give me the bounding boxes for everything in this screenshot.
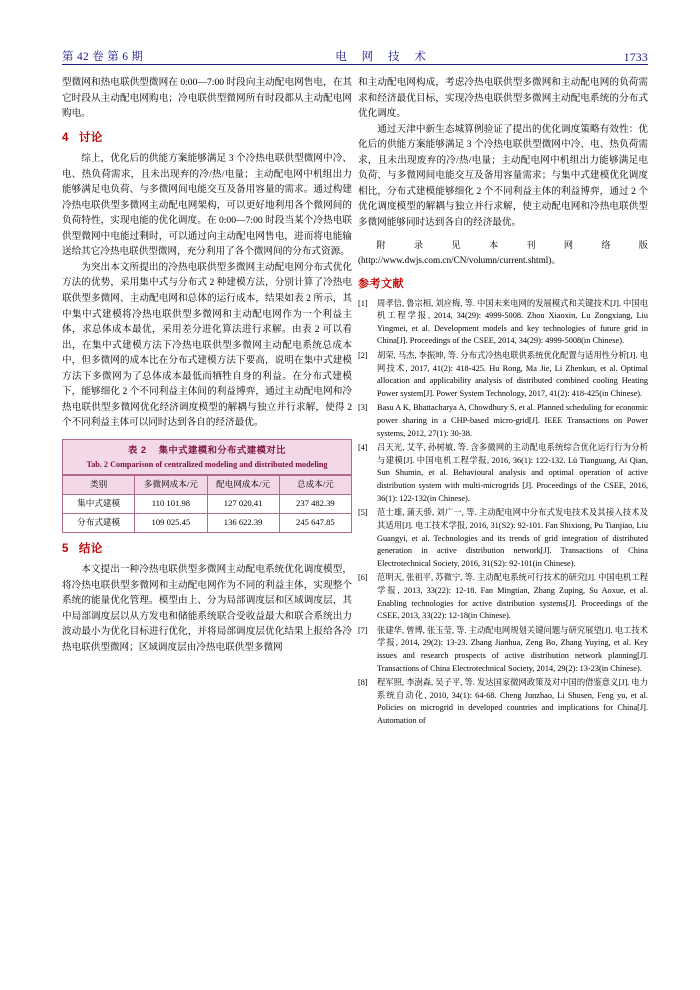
table-cell-r0c3: 237 482.39 <box>279 494 351 513</box>
paragraph-conclusion-continued: 和主动配电网构成，考虑冷热电联供型多微网和主动配电网的负荷需求和经济最优目标，实现冷热电联供型多微网主动配电系统的分布式优化调度。 <box>358 77 648 120</box>
appendix-web-note[interactable]: 附录见本刊网络版(http://www.dwjs.com.cn/CN/volumn/current.shtml)。 <box>358 240 648 266</box>
paragraph-conclusion-2: 通过天津中新生态城算例验证了提出的优化调度策略有效性：优化后的供能方案能够满足 3 个冷热电联供型微网中冷、电、热负荷需求，且未出现废弃的冷/热/电量；主动配电网中机组出力能够满足电负荷、与多微网间电能交互及备用容量需求；与集中式建模优化调度相比，分布式建模能够细化 2 个不同利益主体的利益博弈，通过 2 个优化调度模型的解耦与独立并行求解，使主动配电网和冷热电联供型多微网能够同时达到各自的经济最优。 <box>358 123 648 228</box>
table-2-title-cn: 集中式建模和分布式建模对比 <box>158 444 286 455</box>
table-cell-r1c3: 245 647.85 <box>279 513 351 532</box>
table-col-header-0: 类别 <box>63 475 135 494</box>
table-col-header-3: 总成本/元 <box>279 475 351 494</box>
table-row <box>63 513 352 532</box>
right-column <box>358 75 648 730</box>
paragraph-discussion-1: 综上，优化后的供能方案能够满足 3 个冷热电联供型微网中冷、电、热负荷需求，且未出现弃的冷/热/电量；主动配电网中机组出力能够满足电负荷、与多微网间电能交互及备用容量的需求。通过构建冷热电联供型多微网主动配电网架构，可以更好地利用各个微网间的负荷特性，实现电能的优化调度。在 0:00—7:00 时段当某个冷热电联供型微网中电能过剩时，可以通过向主动配电网售电，进而将电能输送给其它冷热电联供型微网，充分利用了各个微网间的分布式资源。 <box>62 153 352 258</box>
table-cell-r1c0: 分布式建模 <box>63 513 135 532</box>
reference-text: 胡荣, 马杰, 李振坤, 等. 分布式冷热电联供系统优化配置与适用性分析[J]. 电网技术, 2017, 41(2): 418-425. Hu Rong, Ma Jie, Li Zhenkun, et al. Optimal allocation and applicability analysis of distributed combined cooling Heating Power system[J]. Power System Technology, 2017, 41(2): 418-425(in Chinese). <box>377 351 648 398</box>
table-2 <box>62 475 352 533</box>
reference-item <box>358 677 648 727</box>
page-header <box>62 42 648 64</box>
header-volume-issue: 第 42 卷 第 6 期 <box>62 51 144 63</box>
reference-label: [8] <box>358 678 368 688</box>
reference-label: [3] <box>358 403 368 413</box>
reference-label: [7] <box>358 625 368 635</box>
table-cell-r1c2: 136 622.39 <box>207 513 279 532</box>
reference-text: 程军照, 李澍森, 吴子平, 等. 发达国家微网政策及对中国的借鉴意义[J]. 电力系统自动化, 2010, 34(1): 64-68. Cheng Junzhao, Li Shusen, Feng yu, et al. Policies on microgrid in developed countries and implications for China[J]. Automation of <box>377 678 648 726</box>
header-journal-title: 电 网 技 术 <box>335 51 432 63</box>
header-page-number: 1733 <box>623 52 648 64</box>
table-2-block <box>62 439 352 533</box>
section-title-5: 结论 <box>78 542 103 555</box>
header-divider <box>62 64 648 65</box>
section-heading-conclusion <box>62 540 352 559</box>
reference-item <box>358 507 648 570</box>
table-2-title-en: Comparison of centralized modeling and distributed modeling <box>110 459 328 469</box>
reference-text: 张建华, 曾博, 张玉莹, 等. 主动配电网规划关键问题与研究展望[J]. 电工技术学报, 2014, 29(2): 13-23. Zhang Jianhua, Zeng Bo, Zhang Yuying, et al. Key issues and research prospects of active distribution network planning[J]. Transactions of China Electrotechnical Society, 2014, 29(2): 13-23(in Chinese). <box>377 625 648 673</box>
reference-item <box>358 572 648 622</box>
table-col-header-1: 多微网成本/元 <box>135 475 207 494</box>
table-2-caption <box>62 439 352 475</box>
table-cell-r0c2: 127 020.41 <box>207 494 279 513</box>
table-header-row <box>63 475 352 494</box>
reference-item <box>358 298 648 348</box>
table-2-label-en: Tab. 2 <box>86 459 109 469</box>
paragraph-continued: 型微网和热电联供型微网在 0:00—7:00 时段向主动配电网售电，在其它时段从主动配电网购电；冷电联供型微网所有时段都从主动配电网购电。 <box>62 77 352 120</box>
reference-item <box>358 442 648 505</box>
table-2-caption-cn <box>67 443 347 458</box>
reference-text: 吕天光, 艾芊, 孙树敏, 等. 含多微网的主动配电系统综合优化运行行为分析与建模[J]. 中国电机工程学报, 2016, 36(1): 122-132. Lü Tianguang, Ai Qian, Sun Shumin, et al. Behavioural analysis and optimal operation of active distribution system with multi-microgrids [J]. Proceedings of the CSEE, 2016, 36(1): 122-132(in Chinese). <box>377 443 648 503</box>
table-row <box>63 494 352 513</box>
table-2-label-cn: 表 2 <box>128 444 147 455</box>
reference-label: [6] <box>358 573 368 583</box>
reference-label: [1] <box>358 298 368 308</box>
reference-item <box>358 350 648 400</box>
reference-item <box>358 402 648 440</box>
section-number-5: 5 <box>62 542 69 555</box>
table-2-caption-en <box>67 459 347 470</box>
reference-label: [5] <box>358 508 368 518</box>
reference-item <box>358 625 648 675</box>
reference-text: 范士雄, 蒲天骄, 刘广一, 等. 主动配电网中分布式发电技术及其接入技术及其适用[J]. 电工技术学报, 2016, 31(S2): 92-101. Fan Shixiong, Pu Tianjiao, Liu Guangyi, et al. Technologies and its trends of grid integration of distributed generation in active distribution network[J]. Transactions of China Electrotechnical Society, 2016, 31(S2): 92-101(in Chinese). <box>377 508 648 568</box>
table-cell-r0c0: 集中式建模 <box>63 494 135 513</box>
paragraph-discussion-2: 为突出本文所提出的冷热电联供型多微网主动配电网分布式优化方法的优势，采用集中式与分布式 2 种建模方法，分别计算了冷热电联供型多微网、主动配电网和总体的运行成本，结果如表 2 所示，其中集中式建模将冷热电联供型多微网和主动配电网作为一个利益主体，求总体成本最优，采用差分进化算法进行求解。由表 2 可以看出，在集中式建模方法下冷热电联供型多微网主动配电系统总成本中，但多微网的成本比在分布式建模方法下要高，说明在集中式建模方法下多微网为了总体成本最低而牺牲自身的利益。在分布式建模下，能够细化 2 个不同利益主体间的利益博弈，通过主动配电网和冷热电联供型多微网优化经济调度模型的解耦与独立并行求解，使得 2 个不同利益主体可以同时达到各自的经济最优。 <box>62 261 352 429</box>
section-heading-discussion <box>62 129 352 148</box>
references-heading: 参考文献 <box>358 277 404 290</box>
left-column <box>62 75 352 655</box>
table-cell-r0c1: 110 101.98 <box>135 494 207 513</box>
reference-label: [2] <box>358 351 368 360</box>
reference-text: 范明天, 张祖平, 苏微宁, 等. 主动配电系统可行技术的研究[J]. 中国电机工程学报, 2013, 33(22): 12-18. Fan Mingtian, Zhang Zuping, Su Aoxue, et al. Enabling technologies for active distribution systems[J]. Proceedings of the CSEE, 2013, 33(22): 12-18(in Chinese). <box>377 573 648 621</box>
section-title-4: 讨论 <box>78 131 103 144</box>
table-col-header-2: 配电网成本/元 <box>207 475 279 494</box>
reference-label: [4] <box>358 443 368 453</box>
reference-text: 周孝信, 鲁宗相, 刘应梅, 等. 中国未来电网的发展模式和关键技术[J]. 中国电机工程学报, 2014, 34(29): 4999-5008. Zhou Xiaoxin, Lu Zongxiang, Liu Yingmei, et al. Development models and key technologies of future grid in China[J]. Proceedings of the CSEE, 2014, 34(29): 4999-5008(in Chinese). <box>377 298 648 346</box>
table-cell-r1c1: 109 025.45 <box>135 513 207 532</box>
section-number-4: 4 <box>62 131 69 144</box>
paragraph-conclusion-1: 本文提出一种冷热电联供型多微网主动配电系统优化调度模型，将冷热电联供型多微网和主动配电网作为不同的利益主体，实现整个系统的能量优化管理。模型由上、分为局部调度层和区域调度层，其中局部调度层以从方发电和储能系统联合受收益最大和联合系统出力波动最小为优化目标进行优化，并将局部调度层优化结果上报给各冷热电联供型微网；区域调度层由冷热电联供型多微网 <box>62 564 352 653</box>
reference-text: Basu A K, Bhattacharya A, Chowdhury S, et al. Planned scheduling for economic power sharing in a CHP-based micro-grid[J]. IEEE Transactions on Power systems, 2012, 27(1): 30-38. <box>377 403 648 438</box>
